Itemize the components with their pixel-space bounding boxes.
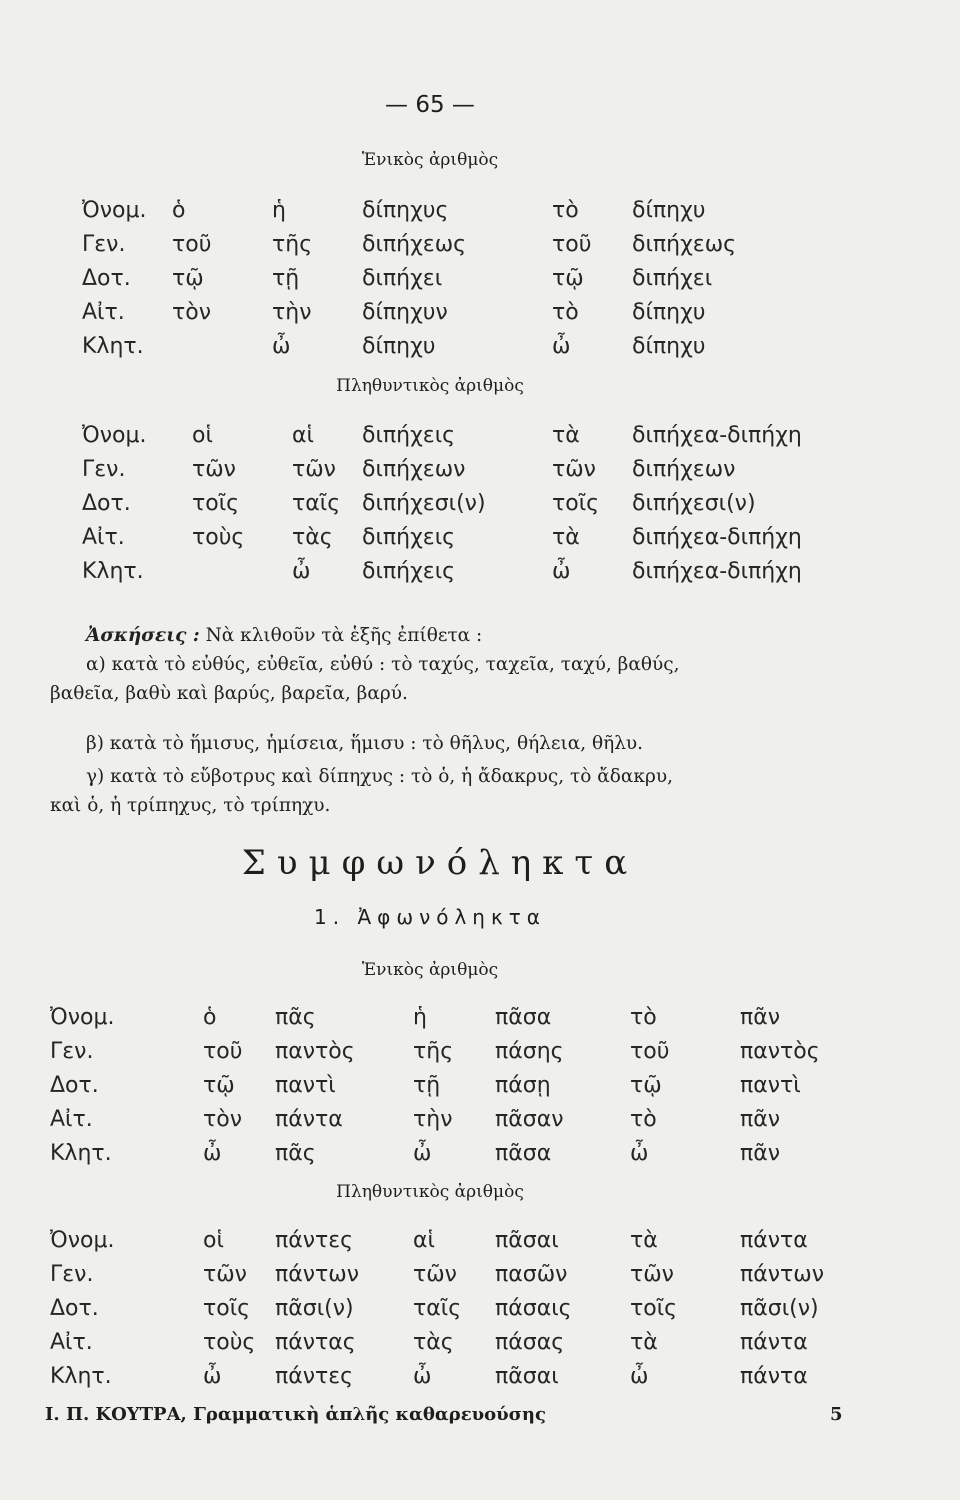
singular-heading-2: Ἑνικὸς ἀριθμὸς — [361, 960, 499, 980]
table-cell: δίπηχυ — [632, 333, 706, 359]
table-cell: τοὺς — [192, 524, 245, 550]
exercise-b-line: β) κατὰ τὸ ἥμισυς, ἡμίσεια, ἥμισυ : τὸ θῆλυς, θήλεια, θῆλυ. — [86, 733, 644, 754]
case-label: Ὀνομ. — [82, 197, 147, 223]
page-number: — 65 — — [385, 92, 475, 118]
section-subtitle: 1. Ἀφωνόληκτα — [314, 905, 546, 929]
table-cell: τῷ — [630, 1072, 662, 1098]
table-cell: ἡ — [272, 197, 286, 223]
table-cell: τῶν — [192, 456, 236, 482]
table-row — [82, 520, 872, 554]
case-label: Γεν. — [50, 1038, 94, 1064]
table-row — [50, 1257, 860, 1291]
table-cell: τὸν — [172, 299, 211, 325]
case-label: Δοτ. — [50, 1295, 99, 1321]
table-cell: παντὶ — [275, 1072, 336, 1098]
table-cell: τῶν — [552, 456, 596, 482]
table-cell: τὰ — [630, 1227, 658, 1253]
table-cell: πάσαις — [495, 1295, 572, 1321]
table-cell: τὰ — [552, 524, 580, 550]
case-label: Αἰτ. — [50, 1329, 93, 1355]
table-cell: ὦ — [630, 1140, 649, 1166]
table-cell: αἱ — [292, 422, 314, 448]
table-cell: διπήχεα-διπήχη — [632, 524, 802, 550]
table-cell: πασῶν — [495, 1261, 568, 1287]
table-cell: διπήχεσι(ν) — [632, 490, 756, 516]
table-row — [82, 227, 872, 261]
table-cell: πᾶσαι — [495, 1363, 559, 1389]
table-cell: ἡ — [413, 1004, 427, 1030]
table-cell: τοῦ — [552, 231, 592, 257]
table-cell: τῆς — [413, 1038, 454, 1064]
table-cell: πᾶν — [740, 1106, 781, 1132]
case-label: Γεν. — [82, 456, 126, 482]
case-label: Ὀνομ. — [50, 1227, 115, 1253]
table-cell: πᾶσαν — [495, 1106, 564, 1132]
exercises-label: Ἀσκήσεις : — [86, 625, 200, 646]
table-row — [50, 1223, 860, 1257]
table-cell: αἱ — [413, 1227, 435, 1253]
table-cell: τῶν — [292, 456, 336, 482]
table-cell: τὸν — [203, 1106, 242, 1132]
case-label: Κλητ. — [50, 1363, 112, 1389]
table-cell: διπήχεων — [632, 456, 736, 482]
table-row — [50, 1359, 860, 1393]
table-cell: ταῖς — [292, 490, 341, 516]
table-cell: τοῖς — [203, 1295, 251, 1321]
table-cell: πᾶσαι — [495, 1227, 559, 1253]
footer-title: Ι. Π. ΚΟΥΤΡΑ, Γραμματικὴ ἁπλῆς καθαρευούσης — [45, 1404, 546, 1425]
table-cell: τὰς — [292, 524, 333, 550]
table-cell: δίπηχυς — [362, 197, 449, 223]
table-row — [50, 1102, 860, 1136]
table-cell: πᾶσι(ν) — [275, 1295, 354, 1321]
table-cell: διπήχεις — [362, 422, 456, 448]
table-cell — [172, 329, 272, 363]
table-cell: διπήχεως — [632, 231, 737, 257]
table-cell: τοῦ — [203, 1038, 243, 1064]
table-cell: δίπηχυ — [362, 333, 436, 359]
table-row — [82, 193, 872, 227]
case-label: Κλητ. — [82, 333, 144, 359]
table-cell: τὰ — [552, 422, 580, 448]
table-row — [82, 329, 872, 363]
table-row — [50, 1291, 860, 1325]
table-row — [82, 554, 872, 588]
table-cell: τὸ — [630, 1004, 657, 1030]
declension-table-pas-singular — [50, 1000, 860, 1170]
table-cell: διπήχεως — [362, 231, 467, 257]
table-cell: τῇ — [413, 1072, 441, 1098]
table-cell: πάντα — [740, 1363, 808, 1389]
exercise-a-line1: α) κατὰ τὸ εὐθύς, εὐθεῖα, εὐθύ : τὸ ταχύς, ταχεῖα, ταχύ, βαθύς, — [86, 654, 680, 675]
table-row — [50, 1068, 860, 1102]
table-cell: διπήχεα-διπήχη — [632, 558, 802, 584]
table-cell: πάσας — [495, 1329, 565, 1355]
table-cell: δίπηχυ — [632, 299, 706, 325]
table-cell: πᾶσι(ν) — [740, 1295, 819, 1321]
table-cell: τὴν — [272, 299, 312, 325]
table-row — [50, 1000, 860, 1034]
table-cell: πάντων — [740, 1261, 824, 1287]
table-cell: τὸ — [552, 299, 579, 325]
table-cell: παντὸς — [740, 1038, 820, 1064]
table-cell: τὴν — [413, 1106, 453, 1132]
table-cell: τὰς — [413, 1329, 454, 1355]
case-label: Ὀνομ. — [82, 422, 147, 448]
table-cell: διπήχεα-διπήχη — [632, 422, 802, 448]
table-cell: ὦ — [630, 1363, 649, 1389]
table-cell: τοῦ — [630, 1038, 670, 1064]
table-cell: ὦ — [413, 1363, 432, 1389]
table-cell: διπήχεις — [362, 558, 456, 584]
table-cell: πᾶς — [275, 1140, 316, 1166]
table-cell: τῶν — [203, 1261, 247, 1287]
table-row — [82, 418, 872, 452]
table-cell: διπήχει — [632, 265, 713, 291]
table-cell: ὦ — [552, 333, 571, 359]
exercises-intro: Νὰ κλιθοῦν τὰ ἑξῆς ἐπίθετα : — [205, 625, 483, 646]
table-row — [82, 261, 872, 295]
table-cell: πᾶν — [740, 1140, 781, 1166]
table-cell: πάσης — [495, 1038, 564, 1064]
case-label: Αἰτ. — [50, 1106, 93, 1132]
table-cell: πᾶν — [740, 1004, 781, 1030]
case-label: Γεν. — [82, 231, 126, 257]
table-cell: παντὶ — [740, 1072, 801, 1098]
case-label: Αἰτ. — [82, 524, 125, 550]
table-cell: ὦ — [203, 1140, 222, 1166]
case-label: Δοτ. — [82, 490, 131, 516]
case-label: Γεν. — [50, 1261, 94, 1287]
table-row — [82, 486, 872, 520]
table-cell: ὦ — [413, 1140, 432, 1166]
exercises-heading — [86, 625, 482, 646]
table-cell: τῷ — [203, 1072, 235, 1098]
table-cell: δίπηχυ — [632, 197, 706, 223]
singular-heading-1: Ἑνικὸς ἀριθμὸς — [361, 150, 499, 170]
table-cell: διπήχεις — [362, 524, 456, 550]
table-cell: ὦ — [552, 558, 571, 584]
table-cell: ὁ — [172, 197, 186, 223]
table-cell: τοῖς — [552, 490, 600, 516]
case-label: Κλητ. — [50, 1140, 112, 1166]
table-cell: τὸ — [552, 197, 579, 223]
table-row — [50, 1325, 860, 1359]
declension-table-pas-plural — [50, 1223, 860, 1393]
table-cell: τῇ — [272, 265, 300, 291]
exercise-c-line2: καὶ ὁ, ἡ τρίπηχυς, τὸ τρίπηχυ. — [50, 795, 331, 816]
table-cell: τοῖς — [630, 1295, 678, 1321]
table-cell: πάντα — [740, 1227, 808, 1253]
table-cell: ὦ — [292, 558, 311, 584]
table-cell: ὦ — [272, 333, 291, 359]
table-row — [50, 1034, 860, 1068]
plural-heading-2: Πληθυντικὸς ἀριθμὸς — [336, 1182, 524, 1202]
table-cell: τῶν — [413, 1261, 457, 1287]
plural-heading-1: Πληθυντικὸς ἀριθμὸς — [336, 376, 524, 396]
table-row — [82, 295, 872, 329]
table-cell: οἱ — [192, 422, 213, 448]
exercise-a-line2: βαθεῖα, βαθὺ καὶ βαρύς, βαρεῖα, βαρύ. — [50, 683, 408, 704]
table-cell: διπήχεων — [362, 456, 466, 482]
table-cell: τὰ — [630, 1329, 658, 1355]
table-cell: πάντα — [275, 1106, 343, 1132]
table-cell: τὸ — [630, 1106, 657, 1132]
exercise-c-line1: γ) κατὰ τὸ εὔβοτρυς καὶ δίπηχυς : τὸ ὁ, ἡ ἄδακρυς, τὸ ἄδακρυ, — [86, 766, 673, 787]
table-cell: τοὺς — [203, 1329, 256, 1355]
declension-table-dipechys-singular — [82, 193, 872, 363]
table-cell: οἱ — [203, 1227, 224, 1253]
table-cell: πάντων — [275, 1261, 359, 1287]
table-cell: τοῦ — [172, 231, 212, 257]
footer-folio: 5 — [830, 1404, 843, 1425]
case-label: Κλητ. — [82, 558, 144, 584]
table-cell: πᾶς — [275, 1004, 316, 1030]
table-cell: πάντας — [275, 1329, 356, 1355]
table-cell: πᾶσα — [495, 1004, 552, 1030]
table-row — [50, 1136, 860, 1170]
table-cell: ταῖς — [413, 1295, 462, 1321]
table-cell: πᾶσα — [495, 1140, 552, 1166]
table-cell: διπήχεσι(ν) — [362, 490, 486, 516]
table-cell: τῆς — [272, 231, 313, 257]
declension-table-dipechys-plural — [82, 418, 872, 588]
table-row — [82, 452, 872, 486]
table-cell: τῷ — [172, 265, 204, 291]
case-label: Δοτ. — [82, 265, 131, 291]
table-cell: πάσῃ — [495, 1072, 551, 1098]
table-cell: πάντες — [275, 1227, 354, 1253]
case-label: Αἰτ. — [82, 299, 125, 325]
table-cell: τοῖς — [192, 490, 240, 516]
table-cell: παντὸς — [275, 1038, 355, 1064]
table-cell: πάντα — [740, 1329, 808, 1355]
case-label: Ὀνομ. — [50, 1004, 115, 1030]
table-cell: τῷ — [552, 265, 584, 291]
table-cell: τῶν — [630, 1261, 674, 1287]
section-title: Συμφωνόληκτα — [241, 843, 639, 883]
table-cell: δίπηχυν — [362, 299, 448, 325]
table-cell: ὦ — [203, 1363, 222, 1389]
table-cell: διπήχει — [362, 265, 443, 291]
table-cell: πάντες — [275, 1363, 354, 1389]
table-cell: ὁ — [203, 1004, 217, 1030]
table-cell — [192, 554, 292, 588]
case-label: Δοτ. — [50, 1072, 99, 1098]
